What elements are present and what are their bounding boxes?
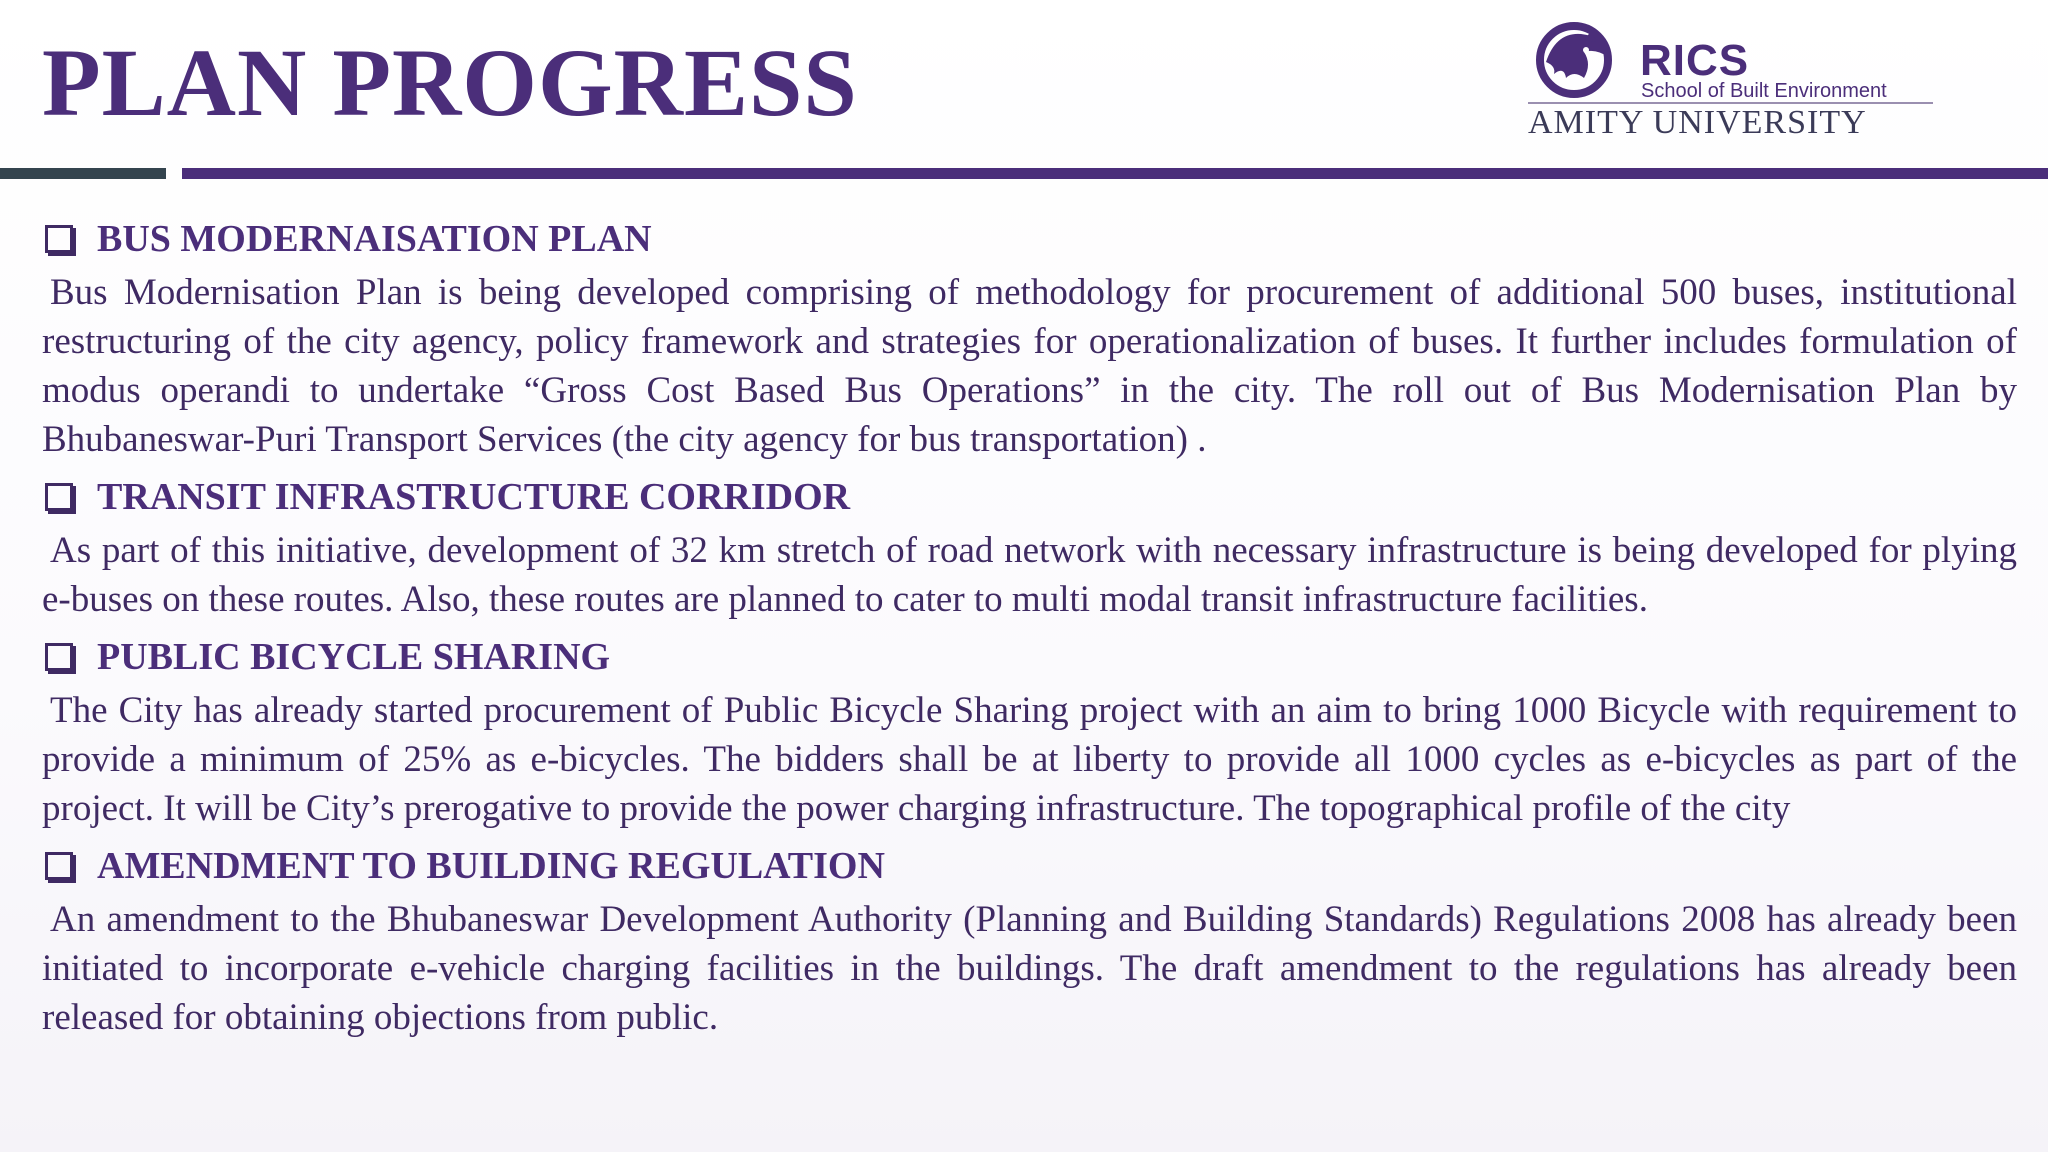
page-title: PLAN PROGRESS — [42, 29, 858, 136]
checkbox-bullet-icon — [45, 483, 73, 511]
logo-university: AMITY UNIVERSITY — [1528, 104, 1867, 141]
section-heading-text: AMENDMENT TO BUILDING REGULATION — [97, 845, 885, 887]
checkbox-bullet-icon — [45, 225, 73, 253]
section-heading — [42, 468, 2017, 526]
logo-brand: RICS — [1640, 36, 1750, 85]
section-heading — [42, 628, 2017, 686]
section-heading — [42, 837, 2017, 895]
section-heading — [42, 210, 2017, 268]
section-body: Bus Modernisation Plan is being developed comprising of methodology for procurement of additional 500 buses, institutional restructuring of the city agency, policy framework and strategies for operationalization of buses. It further includes formulation of modus operandi to undertake “Gross Cost Based Bus Operations” in the city. The roll out of Bus Modernisation Plan by Bhubaneswar-Puri Transport Services (the city agency for bus transportation) . — [42, 272, 2017, 460]
header-rule-left — [0, 168, 166, 179]
section-heading-text: BUS MODERNAISATION PLAN — [97, 218, 652, 260]
header-rule-right — [182, 168, 2048, 179]
logo-subtitle: School of Built Environment — [1641, 80, 1887, 102]
content-area — [42, 210, 2017, 1046]
section-heading-text: TRANSIT INFRASTRUCTURE CORRIDOR — [97, 476, 851, 518]
checkbox-bullet-icon — [45, 852, 73, 880]
checkbox-bullet-icon — [45, 643, 73, 671]
section-body: As part of this initiative, development of 32 km stretch of road network with necessary infrastructure is being developed for plying e-buses on these routes. Also, these routes are planned to cater to multi modal transit infrastructure facilities. — [42, 530, 2017, 620]
section-heading-text: PUBLIC BICYCLE SHARING — [97, 636, 611, 678]
lion-emblem-icon — [1526, 22, 1636, 102]
section-body: The City has already started procurement of Public Bicycle Sharing project with an aim to bring 1000 Bicycle with requirement to provide a minimum of 25% as e-bicycles. The bidders shall be at liberty to provide all 1000 cycles as e-bicycles as part of the project. It will be City’s prerogative to provide the power charging infrastructure. The topographical profile of the city — [42, 690, 2017, 829]
rics-amity-logo — [1526, 22, 1936, 142]
section-body: An amendment to the Bhubaneswar Development Authority (Planning and Building Standards) Regulations 2008 has already been initiated to incorporate e-vehicle charging facilities in the buildings. The draft amendment to the regulations has already been released for obtaining objections from public. — [42, 899, 2017, 1038]
